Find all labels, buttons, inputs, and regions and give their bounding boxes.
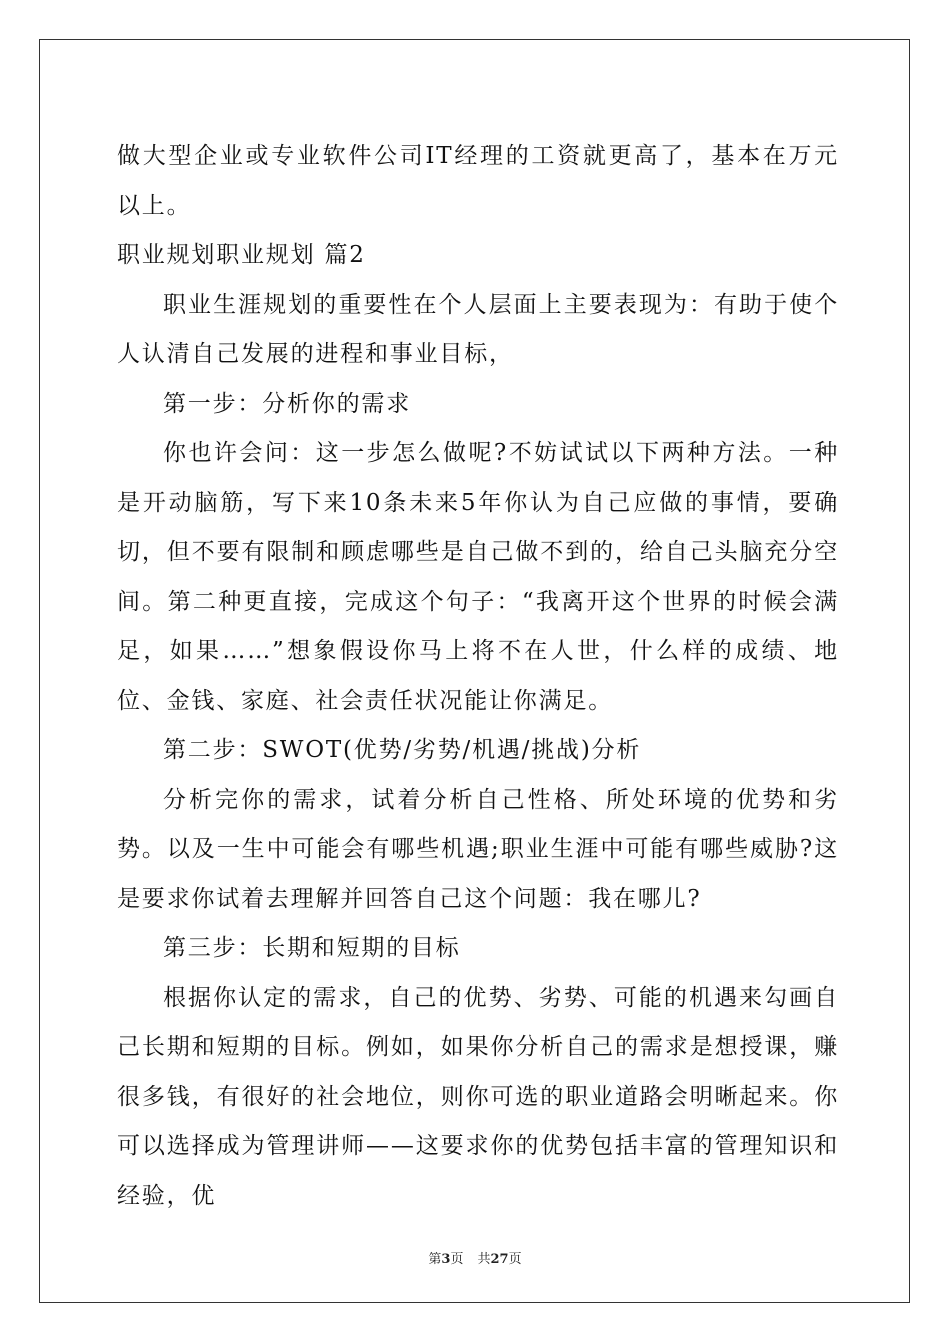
total-pages-number: 27 (490, 1252, 509, 1267)
current-page-number: 3 (441, 1252, 451, 1267)
footer-total-unit: 页 (508, 1252, 522, 1267)
footer-total-prefix: 共 (477, 1252, 491, 1267)
paragraph: 做大型企业或专业软件公司IT经理的工资就更高了，基本在万元以上。 (117, 143, 839, 219)
paragraph: 你也许会问：这一步怎么做呢?不妨试试以下两种方法。一种是开动脑筋，写下来10条未来5年你认为自己应做的事情，要确切，但不要有限制和顾虑哪些是自己做不到的，给自己头脑充分空间。第二种更直接，完成这个句子：“我离开这个世界的时候会满足，如果……”想象假设你马上将不在人世，什么样的成绩、地位、金钱、家庭、社会责任状况能让你满足。 (117, 440, 839, 714)
paragraph: 分析完你的需求，试着分析自己性格、所处环境的优势和劣势。以及一生中可能会有哪些机遇;职业生涯中可能有哪些威胁?这是要求你试着去理解并回答自己这个问题：我在哪儿? (117, 786, 839, 912)
paragraph: 职业生涯规划的重要性在个人层面上主要表现为：有助于使个人认清自己发展的进程和事业目标， (117, 291, 839, 367)
section-heading: 职业规划职业规划 篇2 (117, 242, 366, 268)
document-body (117, 132, 839, 1221)
footer-prefix: 第 (428, 1252, 442, 1267)
step-heading: 第二步：SWOT(优势/劣势/机遇/挑战)分析 (163, 737, 642, 763)
paragraph: 根据你认定的需求，自己的优势、劣势、可能的机遇来勾画自己长期和短期的目标。例如，如果你分析自己的需求是想授课，赚很多钱，有很好的社会地位，则你可选的职业道路会明晰起来。你可以选择成为管理讲师——这要求你的优势包括丰富的管理知识和经验，优 (117, 984, 839, 1209)
page-footer (0, 1248, 950, 1267)
step-heading: 第一步：分析你的需求 (163, 390, 411, 417)
footer-page-unit: 页 (450, 1252, 464, 1267)
step-heading: 第三步：长期和短期的目标 (163, 935, 461, 961)
